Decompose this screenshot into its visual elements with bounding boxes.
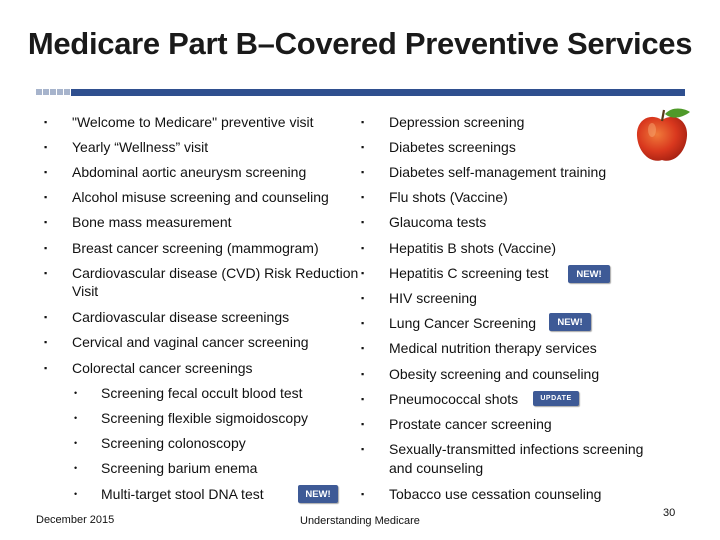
item-label: Lung Cancer Screening	[389, 315, 537, 331]
item-label: Obesity screening and counseling	[389, 366, 600, 382]
bullet: ▪	[361, 167, 365, 177]
item-label: Alcohol misuse screening and counseling	[72, 189, 329, 205]
bullet: ▪	[44, 243, 48, 253]
left-column	[44, 113, 364, 513]
bullet: ▪	[44, 312, 48, 322]
item-label-continuation: and counseling	[389, 460, 484, 476]
item-label: Diabetes screenings	[389, 139, 516, 155]
bullet: ▪	[361, 419, 365, 429]
sub-item-label: Screening fecal occult blood test	[101, 385, 303, 401]
item-label: Bone mass measurement	[72, 214, 232, 230]
item-label: Flu shots (Vaccine)	[389, 189, 508, 205]
slide-title: Medicare Part B–Covered Preventive Services	[27, 26, 693, 61]
bullet: ▪	[361, 117, 365, 127]
item-label: Abdominal aortic aneurysm screening	[72, 164, 307, 180]
item-label: "Welcome to Medicare" preventive visit	[72, 114, 314, 130]
new-badge: NEW!	[298, 485, 338, 503]
sub-bullet: •	[74, 388, 78, 398]
item-label: Diabetes self-management training	[389, 164, 607, 180]
sub-item-label: Screening flexible sigmoidoscopy	[101, 410, 308, 426]
item-label: Cervical and vaginal cancer screening	[72, 334, 309, 350]
sub-item-label: Screening barium enema	[101, 460, 258, 476]
new-badge: NEW!	[568, 265, 610, 283]
item-label: Yearly “Wellness” visit	[72, 139, 209, 155]
apple-icon	[632, 106, 694, 166]
bullet: ▪	[44, 142, 48, 152]
item-label: Tobacco use cessation counseling	[389, 486, 602, 502]
item-label: Pneumococcal shots	[389, 391, 519, 407]
sub-bullet: •	[74, 413, 78, 423]
item-label: Cardiovascular disease (CVD) Risk Reduction	[72, 265, 359, 281]
item-label: Glaucoma tests	[389, 214, 487, 230]
footer-center-label: Understanding Medicare	[300, 515, 420, 527]
bullet: ▪	[44, 117, 48, 127]
bullet: ▪	[361, 192, 365, 202]
item-label: Medical nutrition therapy services	[389, 340, 597, 356]
bullet: ▪	[361, 489, 365, 499]
bullet: ▪	[361, 217, 365, 227]
bullet: ▪	[44, 337, 48, 347]
bullet: ▪	[361, 394, 365, 404]
bullet: ▪	[361, 318, 365, 328]
bullet: ▪	[361, 444, 365, 454]
title-divider-squares	[36, 89, 71, 95]
item-label: Colorectal cancer screenings	[72, 360, 253, 376]
page-number: 30	[663, 507, 676, 519]
bullet: ▪	[44, 268, 48, 278]
sub-item-label: Multi-target stool DNA test	[101, 486, 264, 502]
bullet: ▪	[361, 268, 365, 278]
item-label: Cardiovascular disease screenings	[72, 309, 290, 325]
item-label: HIV screening	[389, 290, 477, 306]
item-label-continuation: Visit	[72, 283, 99, 299]
item-label: Prostate cancer screening	[389, 416, 552, 432]
bullet: ▪	[361, 243, 365, 253]
bullet: ▪	[361, 142, 365, 152]
sub-bullet: •	[74, 463, 78, 473]
item-label: Hepatitis C screening test	[389, 265, 549, 281]
item-label: Sexually-transmitted infections screening	[389, 441, 644, 457]
sub-bullet: •	[74, 489, 78, 499]
bullet: ▪	[44, 192, 48, 202]
new-badge: NEW!	[549, 313, 591, 331]
bullet: ▪	[361, 293, 365, 303]
right-column	[361, 113, 661, 513]
bullet: ▪	[44, 217, 48, 227]
item-label: Breast cancer screening (mammogram)	[72, 240, 319, 256]
bullet: ▪	[44, 167, 48, 177]
item-label: Hepatitis B shots (Vaccine)	[389, 240, 557, 256]
sub-bullet: •	[74, 438, 78, 448]
bullet: ▪	[44, 363, 48, 373]
item-label: Depression screening	[389, 114, 525, 130]
sub-item-label: Screening colonoscopy	[101, 435, 246, 451]
title-divider-bar	[71, 89, 685, 96]
bullet: ▪	[361, 343, 365, 353]
update-badge: UPDATE	[533, 391, 579, 406]
bullet: ▪	[361, 369, 365, 379]
footer-date: December 2015	[36, 514, 115, 526]
